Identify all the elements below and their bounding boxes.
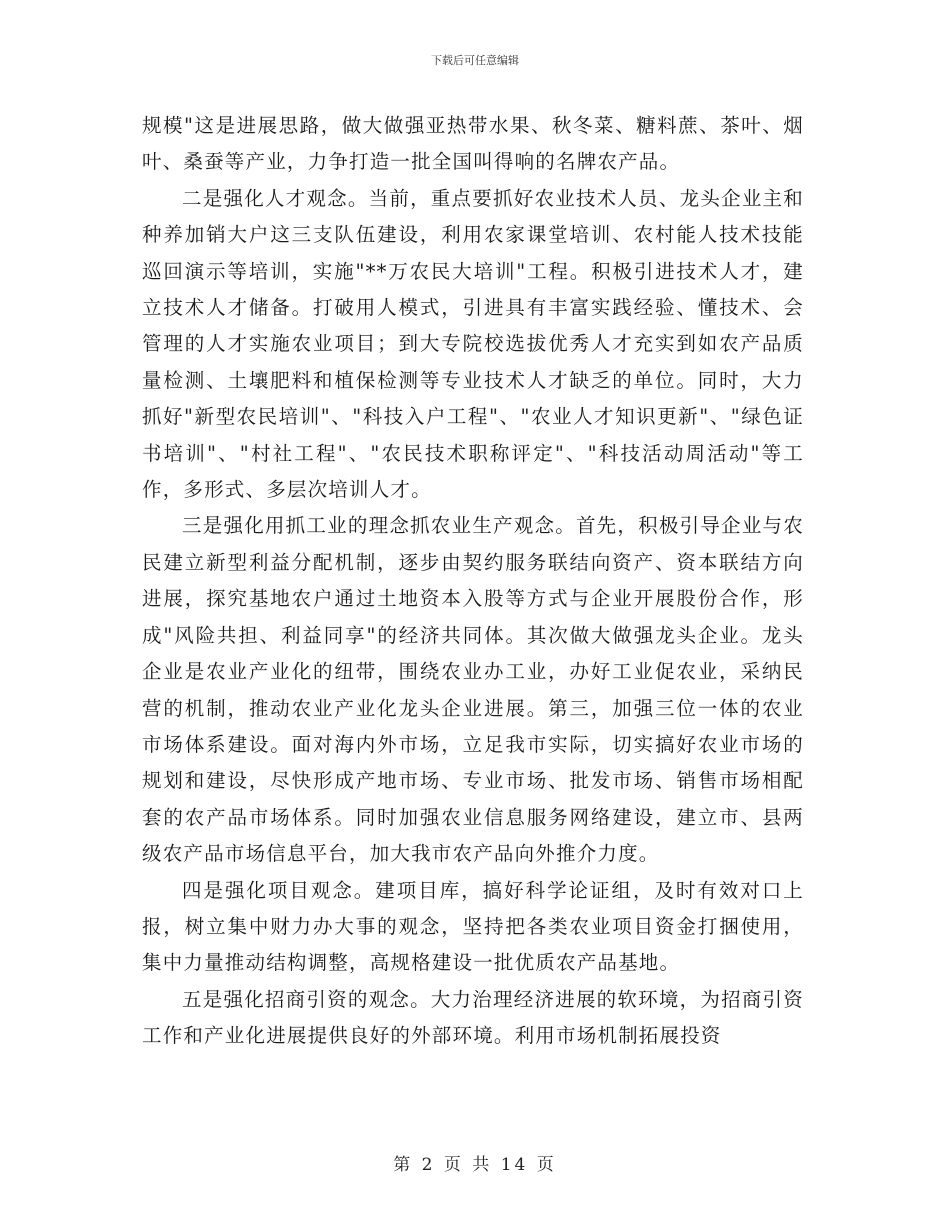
paragraph-talent: 二是强化人才观念。当前，重点要抓好农业技术人员、龙头企业主和种养加销大户这三支队伍建设，利用农家课堂培训、农村能人技术技能巡回演示等培训，实施"**万农民大培训"工程。积极引进技术人才，建立技术人才储备。打破用人模式，引进具有丰富实践经验、懂技术、会管理的人才实施农业项目；到大专院校选拔优秀人才充实到如农产品质量检测、土壤肥料和植保检测等专业技术人才缺乏的单位。同时，大力抓好"新型农民培训"、"科技入户工程"、"农业人才知识更新"、"绿色证书培训"、"村社工程"、"农民技术职称评定"、"科技活动周活动"等工作，多形式、多层次培训人才。 bbox=[142, 186, 804, 502]
paragraph-investment: 五是强化招商引资的观念。大力治理经济进展的软环境，为招商引资工作和产业化进展提供良好的外部环境。利用市场机制拓展投资 bbox=[142, 987, 804, 1048]
paragraph-project: 四是强化项目观念。建项目库，搞好科学论证组，及时有效对口上报，树立集中财力办大事的观念，坚持把各类农业项目资金打捆使用，集中力量推动结构调整，高规格建设一批优质农产品基地。 bbox=[142, 878, 804, 975]
document-body bbox=[142, 108, 804, 1055]
page-footer: 第 2 页 共 14 页 bbox=[393, 1155, 557, 1175]
page-header: 下载后可任意编辑 bbox=[431, 54, 519, 67]
paragraph-industry: 三是强化用抓工业的理念抓农业生产观念。首先，积极引导企业与农民建立新型利益分配机制，逐步由契约服务联结向资产、资本联结方向进展，探究基地农户通过土地资本入股等方式与企业开展股份合作，形成"风险共担、利益同享"的经济共同体。其次做大做强龙头企业。龙头企业是农业产业化的纽带，围绕农业办工业，办好工业促农业，采纳民营的机制，推动农业产业化龙头企业进展。第三，加强三位一体的农业市场体系建设。面对海内外市场，立足我市实际，切实搞好农业市场的规划和建设，尽快形成产地市场、专业市场、批发市场、销售市场相配套的农产品市场体系。同时加强农业信息服务网络建设，建立市、县两级农产品市场信息平台，加大我市农产品向外推介力度。 bbox=[142, 514, 804, 866]
paragraph-continuation: 规模"这是进展思路，做大做强亚热带水果、秋冬菜、糖料蔗、茶叶、烟叶、桑蚕等产业，力争打造一批全国叫得响的名牌农产品。 bbox=[142, 114, 804, 174]
